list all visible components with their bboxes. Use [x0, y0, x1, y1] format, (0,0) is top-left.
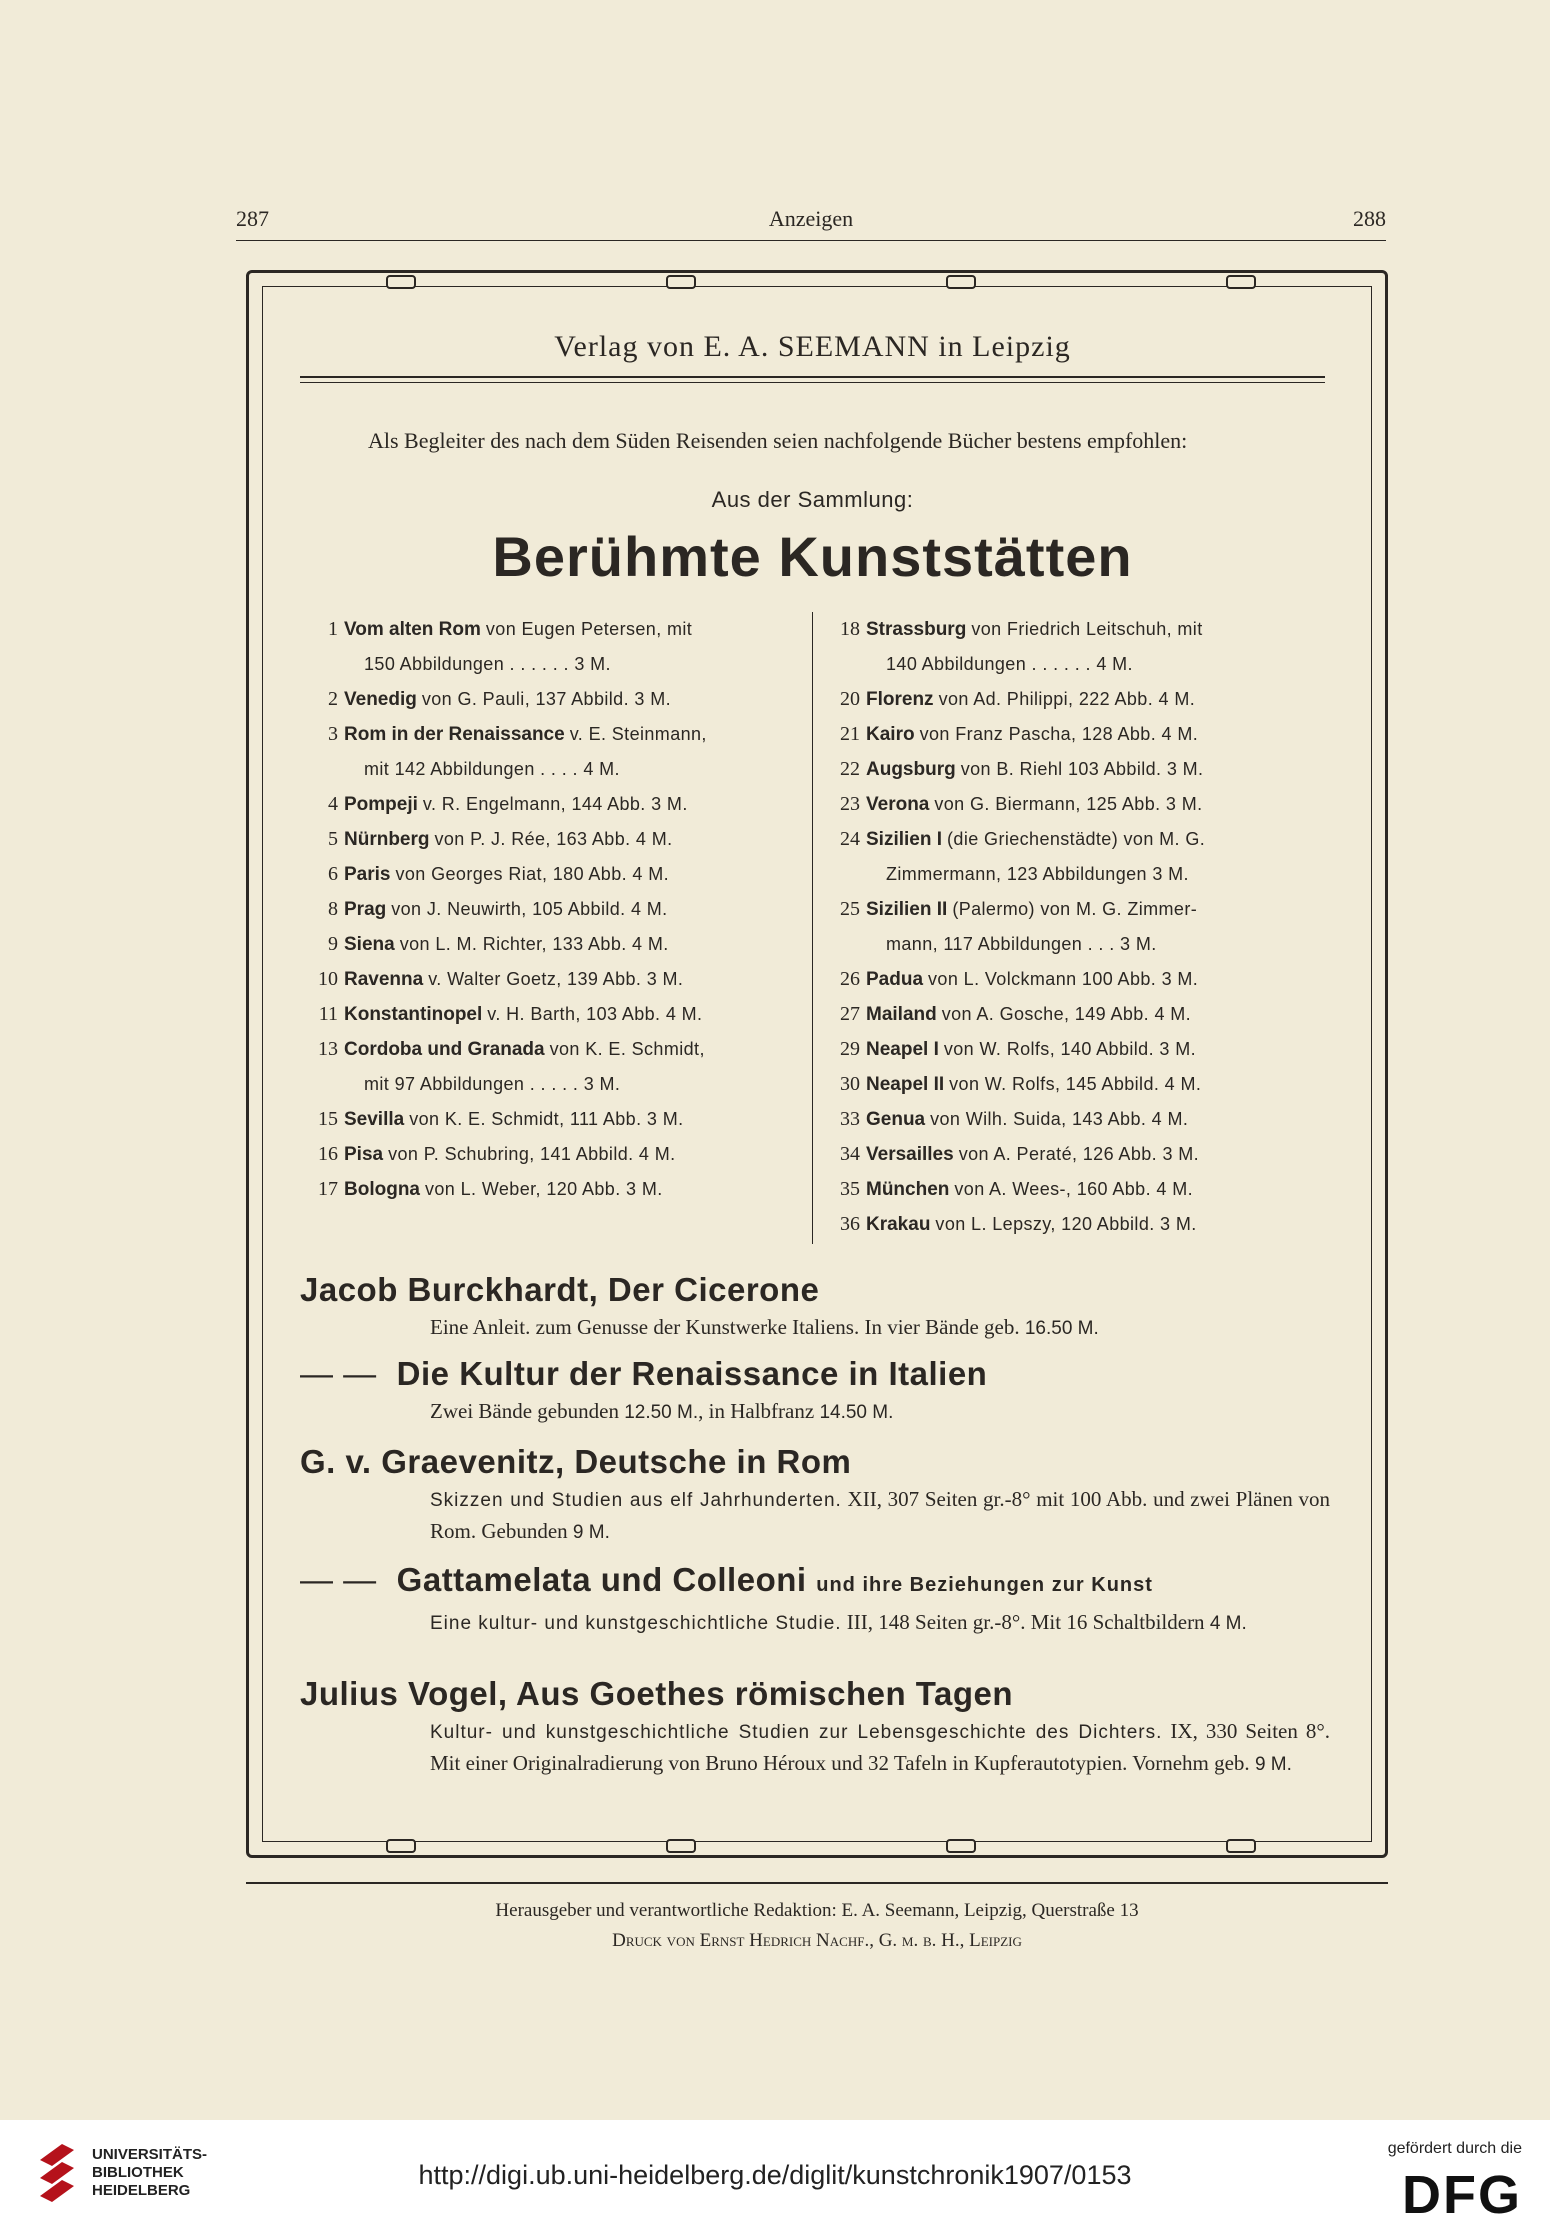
book-lead: Kultur- und kunstgeschichtliche Studien zur Lebensgeschichte des Dichters. — [430, 1722, 1163, 1743]
book-desc: XII, 307 Seiten gr.-8° mit 100 Abb. und zwei Plänen von Rom. Gebunden — [430, 1487, 1330, 1543]
entry-continuation: mann, 117 Abbildungen . . . 3 M. — [886, 934, 1157, 954]
ditto-dash: — — — [300, 1355, 377, 1392]
book-entry — [822, 1137, 1334, 1172]
entry-details: von Georges Riat, 180 Abb. 4 M. — [395, 864, 670, 884]
entry-details: von Eugen Petersen, mit — [485, 619, 693, 639]
entry-details: v. R. Engelmann, 144 Abb. 3 M. — [422, 794, 688, 814]
book-entry — [300, 927, 820, 962]
entry-number: 33 — [840, 1108, 860, 1130]
entry-title: Kairo — [866, 724, 915, 745]
entry-title: Padua — [866, 969, 924, 990]
book-entry — [822, 612, 1334, 682]
entry-number: 5 — [328, 828, 338, 850]
book-price: 16.50 M. — [1024, 1318, 1099, 1339]
entry-title: Nürnberg — [344, 829, 430, 850]
book-entry — [300, 822, 820, 857]
entry-continuation: 140 Abbildungen . . . . . . 4 M. — [886, 654, 1133, 674]
entry-title: Florenz — [866, 689, 934, 710]
entry-details: von K. E. Schmidt, — [549, 1039, 705, 1059]
running-header — [236, 206, 1386, 236]
book-entry — [300, 1172, 820, 1207]
entry-number: 22 — [840, 758, 860, 780]
book-desc: IX, 330 Seiten 8°. Mit einer Originalradierung von Bruno Héroux und 32 Tafeln in Kupferautotypien. Vornehm geb. — [430, 1719, 1331, 1775]
book-entry — [822, 822, 1334, 892]
entry-number: 6 — [328, 863, 338, 885]
entry-continuation: Zimmermann, 123 Abbildungen 3 M. — [886, 864, 1189, 884]
entry-details: (die Griechenstädte) von M. G. — [947, 829, 1206, 849]
book-lead: Skizzen und Studien aus elf Jahrhunderten. — [430, 1490, 842, 1511]
entry-number: 34 — [840, 1143, 860, 1165]
entry-details: von L. Weber, 120 Abb. 3 M. — [425, 1179, 663, 1199]
entry-number: 3 — [328, 723, 338, 745]
book-entry — [822, 1102, 1334, 1137]
entry-details: von P. Schubring, 141 Abbild. 4 M. — [388, 1144, 676, 1164]
entry-details: von L. Volckmann 100 Abb. 3 M. — [928, 969, 1199, 989]
entry-title: Pompeji — [344, 794, 418, 815]
entry-title: Verona — [866, 794, 930, 815]
book-price-alt: 14.50 M. — [819, 1402, 894, 1423]
entry-details: von W. Rolfs, 145 Abbild. 4 M. — [949, 1074, 1202, 1094]
entry-number: 20 — [840, 688, 860, 710]
entry-title: Krakau — [866, 1214, 931, 1235]
entry-number: 23 — [840, 793, 860, 815]
collection-label: Aus der Sammlung: — [711, 487, 914, 512]
book-deutsche-in-rom — [300, 1440, 1340, 1548]
entry-title: Mailand — [866, 1004, 937, 1025]
entry-title: Neapel I — [866, 1039, 939, 1060]
entry-details: von Franz Pascha, 128 Abb. 4 M. — [919, 724, 1199, 744]
entry-details: v. E. Steinmann, — [569, 724, 707, 744]
book-price: 12.50 M. — [624, 1402, 699, 1423]
entry-details: von W. Rolfs, 140 Abbild. 3 M. — [943, 1039, 1196, 1059]
entry-title: Pisa — [344, 1144, 384, 1165]
book-title: Jacob Burckhardt, Der Cicerone — [300, 1271, 820, 1308]
imprint-rule — [246, 1882, 1388, 1884]
funding-note: gefördert durch die — [1387, 2140, 1522, 2157]
book-price: 4 M. — [1209, 1613, 1247, 1634]
entry-details: von K. E. Schmidt, 111 Abb. 3 M. — [409, 1109, 684, 1129]
entry-details: v. H. Barth, 103 Abb. 4 M. — [487, 1004, 703, 1024]
entry-details: v. Walter Goetz, 139 Abb. 3 M. — [428, 969, 684, 989]
entry-title: Siena — [344, 934, 395, 955]
imprint-printer: Druck von Ernst Hedrich Nachf., G. m. b. H., Leipzig — [612, 1930, 1022, 1951]
book-subtitle: und ihre Beziehungen zur Kunst — [816, 1574, 1153, 1596]
ditto-dash: — — — [300, 1561, 377, 1598]
book-entry — [822, 1207, 1334, 1242]
entry-details: von A. Peraté, 126 Abb. 3 M. — [958, 1144, 1200, 1164]
entry-details: von A. Gosche, 149 Abb. 4 M. — [941, 1004, 1192, 1024]
entry-continuation: mit 142 Abbildungen . . . . 4 M. — [364, 759, 620, 779]
dfg-logo: DFG — [1402, 2165, 1522, 2225]
entry-title: Ravenna — [344, 969, 424, 990]
book-entry — [300, 1137, 820, 1172]
entry-number: 30 — [840, 1073, 860, 1095]
entry-continuation: mit 97 Abbildungen . . . . . 3 M. — [364, 1074, 621, 1094]
title-rule — [300, 376, 1325, 378]
entry-details: von J. Neuwirth, 105 Abbild. 4 M. — [391, 899, 668, 919]
entry-title: Venedig — [344, 689, 417, 710]
entry-details: von Friedrich Leitschuh, mit — [971, 619, 1203, 639]
entry-number: 13 — [318, 1038, 338, 1060]
entry-title: Prag — [344, 899, 387, 920]
entry-title: Genua — [866, 1109, 926, 1130]
book-entry — [300, 962, 820, 997]
book-price: 9 M. — [1254, 1754, 1292, 1775]
entry-number: 35 — [840, 1178, 860, 1200]
entry-title: Paris — [344, 864, 391, 885]
entry-title: München — [866, 1179, 950, 1200]
book-entry — [300, 682, 820, 717]
book-kultur-renaissance — [300, 1352, 1340, 1428]
entry-number: 2 — [328, 688, 338, 710]
book-entry — [822, 962, 1334, 997]
book-lead: Eine kultur- und kunstgeschichtliche Studie. — [430, 1613, 842, 1634]
entry-number: 21 — [840, 723, 860, 745]
book-entry — [822, 1172, 1334, 1207]
entry-number: 1 — [328, 618, 338, 640]
entry-number: 11 — [318, 1003, 338, 1025]
entry-number: 9 — [328, 933, 338, 955]
book-entry — [300, 717, 820, 787]
left-book-list — [300, 612, 820, 1207]
header-rule — [236, 240, 1386, 241]
entry-number: 18 — [840, 618, 860, 640]
entry-details: von G. Pauli, 137 Abbild. 3 M. — [421, 689, 671, 709]
column-divider — [812, 612, 813, 1244]
series-title: Berühmte Kunststätten — [492, 525, 1133, 588]
book-entry — [822, 1067, 1334, 1102]
entry-number: 15 — [318, 1108, 338, 1130]
book-entry — [822, 892, 1334, 962]
book-desc: Eine Anleit. zum Genusse der Kunstwerke Italiens. In vier Bände geb. — [430, 1315, 1020, 1339]
entry-title: Bologna — [344, 1179, 420, 1200]
book-entry — [300, 1102, 820, 1137]
entry-title: Cordoba und Granada — [344, 1039, 545, 1060]
entry-details: von B. Riehl 103 Abbild. 3 M. — [960, 759, 1204, 779]
book-entry — [822, 752, 1334, 787]
entry-title: Sizilien I — [866, 829, 943, 850]
entry-number: 29 — [840, 1038, 860, 1060]
book-goethe — [300, 1672, 1340, 1780]
book-entry — [300, 1032, 820, 1102]
library-name: UNIVERSITÄTS- BIBLIOTHEK HEIDELBERG — [92, 2146, 208, 2199]
entry-details: von Wilh. Suida, 143 Abb. 4 M. — [930, 1109, 1189, 1129]
imprint-editor: Herausgeber und verantwortliche Redaktion: E. A. Seemann, Leipzig, Querstraße 13 — [495, 1900, 1139, 1921]
entry-number: 4 — [328, 793, 338, 815]
book-entry — [300, 892, 820, 927]
entry-title: Rom in der Renaissance — [344, 724, 565, 745]
entry-title: Strassburg — [866, 619, 967, 640]
book-entry — [822, 717, 1334, 752]
book-entry — [822, 682, 1334, 717]
header-title: Anzeigen — [768, 206, 854, 231]
publisher-title: Verlag von E. A. SEEMANN in Leipzig — [554, 330, 1071, 363]
entry-number: 10 — [318, 968, 338, 990]
entry-number: 16 — [318, 1143, 338, 1165]
entry-title: Versailles — [866, 1144, 954, 1165]
entry-title: Augsburg — [866, 759, 956, 780]
entry-number: 26 — [840, 968, 860, 990]
page-number-left: 287 — [236, 206, 269, 231]
entry-title: Sevilla — [344, 1109, 405, 1130]
entry-title: Sizilien II — [866, 899, 948, 920]
book-title: Gattamelata und Colleoni — [396, 1561, 807, 1598]
book-entry — [822, 997, 1334, 1032]
book-title: G. v. Graevenitz, Deutsche in Rom — [300, 1443, 852, 1480]
intro-text: Als Begleiter des nach dem Süden Reisenden seien nachfolgende Bücher bestens empfohlen: — [368, 428, 1188, 453]
entry-details: von L. Lepszy, 120 Abbild. 3 M. — [935, 1214, 1197, 1234]
book-entry — [300, 857, 820, 892]
book-title: Die Kultur der Renaissance in Italien — [396, 1355, 988, 1392]
book-gattamelata — [300, 1558, 1340, 1639]
entry-title: Vom alten Rom — [344, 619, 481, 640]
entry-number: 27 — [840, 1003, 860, 1025]
entry-details: von G. Biermann, 125 Abb. 3 M. — [934, 794, 1203, 814]
entry-title: Neapel II — [866, 1074, 945, 1095]
right-book-list — [822, 612, 1334, 1242]
book-entry — [822, 1032, 1334, 1067]
entry-number: 25 — [840, 898, 860, 920]
entry-details: von P. J. Rée, 163 Abb. 4 M. — [434, 829, 673, 849]
entry-number: 8 — [328, 898, 338, 920]
imprint — [246, 1896, 1388, 1956]
book-entry — [822, 787, 1334, 822]
book-title: Julius Vogel, Aus Goethes römischen Tagen — [300, 1675, 1014, 1712]
book-entry — [300, 997, 820, 1032]
book-entry — [300, 612, 820, 682]
book-desc-alt: , in Halbfranz — [698, 1399, 815, 1423]
source-url-link[interactable]: http://digi.ub.uni-heidelberg.de/diglit/kunstchronik1907/0153 — [418, 2160, 1132, 2190]
book-entry — [300, 787, 820, 822]
page-number-right: 288 — [1353, 206, 1386, 231]
entry-number: 24 — [840, 828, 860, 850]
entry-title: Konstantinopel — [344, 1004, 483, 1025]
entry-number: 17 — [318, 1178, 338, 1200]
entry-details: von L. M. Richter, 133 Abb. 4 M. — [399, 934, 669, 954]
book-price: 9 M. — [572, 1522, 610, 1543]
entry-details: von A. Wees-, 160 Abb. 4 M. — [954, 1179, 1193, 1199]
book-desc: III, 148 Seiten gr.-8°. Mit 16 Schaltbildern — [846, 1610, 1205, 1634]
title-rule-thin — [300, 382, 1325, 383]
book-desc: Zwei Bände gebunden — [430, 1399, 619, 1423]
entry-continuation: 150 Abbildungen . . . . . . 3 M. — [364, 654, 611, 674]
entry-details: (Palermo) von M. G. Zimmer- — [952, 899, 1198, 919]
book-cicerone — [300, 1268, 1340, 1344]
entry-details: von Ad. Philippi, 222 Abb. 4 M. — [938, 689, 1196, 709]
entry-number: 36 — [840, 1213, 860, 1235]
